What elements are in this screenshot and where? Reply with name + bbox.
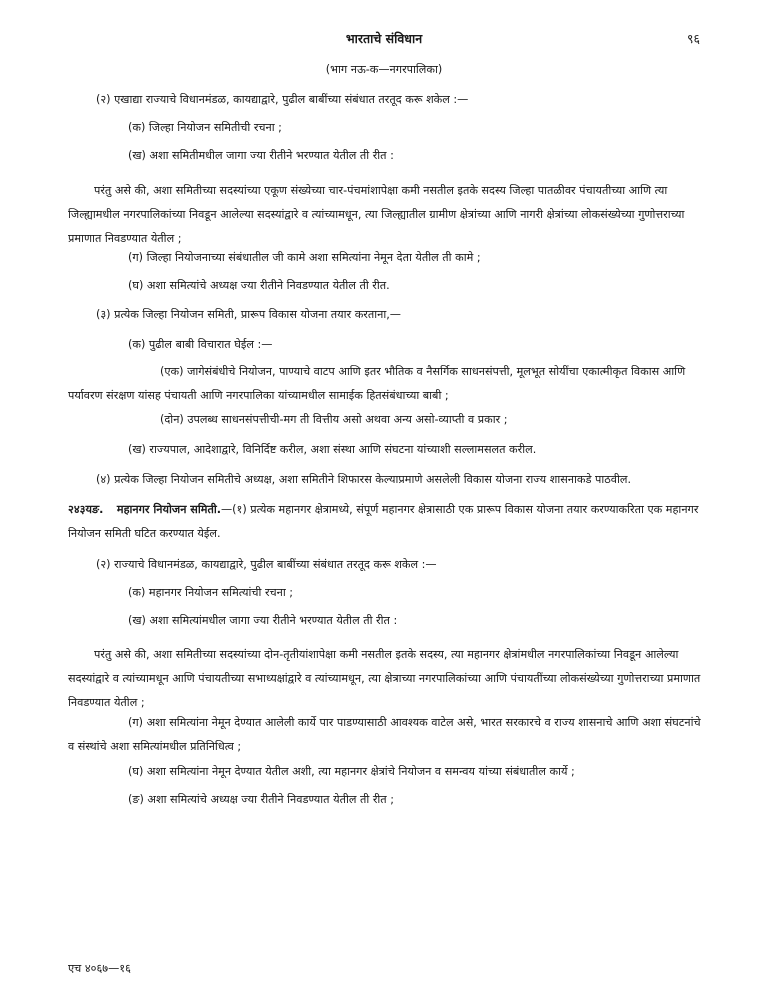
- section-243-clause-1-text: —(१) प्रत्येक महानगर क्षेत्रामध्ये, संपूर्ण महानगर क्षेत्रासाठी एक प्रारूप विकास योजना तयार करण्याकरिता एक महानगर नियोजन समिती घटित करण्यात येईल.: [68, 503, 699, 540]
- section-number: २४३यङ.: [68, 503, 104, 516]
- section-243-item-nga: (ङ) अशा समित्यांचे अध्यक्ष ज्या रीतीने निवडण्यात येतील ती रीत ;: [128, 793, 394, 806]
- page-title: भारताचे संविधान: [345, 31, 423, 46]
- section-243-item-gha: (घ) अशा समित्यांना नेमून देण्यात येतील अशी, त्या महानगर क्षेत्रांचे नियोजन व समन्वय यांच्या संबंधातील कार्ये ;: [128, 765, 575, 778]
- section-243-item-ga: (ग) अशा समित्यांना नेमून देण्यात आलेली कार्ये पार पाडण्यासाठी आवश्यक वाटेल असे, भारत सरकारचे व राज्य शासनाचे आणि अशा संघटनांचे व संस्थांचे अशा समित्यांमधील प्रतिनिधित्व ;: [68, 716, 701, 753]
- section-heading: महानगर नियोजन समिती.: [116, 503, 221, 516]
- clause-2-proviso: परंतु असे की, अशा समितीच्या सदस्यांच्या एकूण संख्येच्या चार-पंचमांशापेक्षा कमी नसतील इतके सदस्य जिल्हा पातळीवर पंचायतीच्या आणि त्या जिल्ह्यामधील नगरपालिकांच्या निवडून आलेल्या सदस्यांद्वारे व त्यांच्यामधून, त्या जिल्ह्यातील ग्रामीण क्षेत्रांच्या आणि नागरी क्षेत्रांच्या लोकसंख्येच्या गुणोत्तराच्या प्रमाणात निवडण्यात येतील ;: [68, 184, 685, 245]
- section-243-item-ka: (क) महानगर नियोजन समित्यांची रचना ;: [128, 586, 294, 599]
- clause-3-subitem-don: (दोन) उपलब्ध साधनसंपत्तीची-मग ती वित्तीय असो अथवा अन्य असो-व्याप्ती व प्रकार ;: [160, 413, 508, 426]
- section-243-clause-2-intro: (२) राज्याचे विधानमंडळ, कायद्याद्वारे, पुढील बाबींच्या संबंधात तरतूद करू शकेल :—: [96, 558, 437, 571]
- clause-3-item-ka: (क) पुढील बाबी विचारात घेईल :—: [128, 338, 273, 351]
- page-number: ९६: [686, 31, 700, 46]
- clause-2-item-ga: (ग) जिल्हा नियोजनाच्या संबंधातील जी कामे अशा समित्यांना नेमून देता येतील ती कामे ;: [128, 251, 481, 264]
- clause-2-item-ka: (क) जिल्हा नियोजन समितीची रचना ;: [128, 121, 282, 134]
- clause-3-subitem-ek: (एक) जागेसंबंधीचे नियोजन, पाण्याचे वाटप आणि इतर भौतिक व नैसर्गिक साधनसंपत्ती, मूलभूत सोयींचा एकात्मीकृत विकास आणि पर्यावरण संरक्षण यांसह पंचायती आणि नगरपालिका यांच्यामधील सामाईक हितसंबंधाच्या बाबी ;: [68, 365, 686, 402]
- clause-2-item-gha: (घ) अशा समित्यांचे अध्यक्ष ज्या रीतीने निवडण्यात येतील ती रीत.: [128, 279, 390, 292]
- clause-3-intro: (३) प्रत्येक जिल्हा नियोजन समिती, प्रारूप विकास योजना तयार करताना,—: [96, 308, 401, 321]
- section-243-clause-1: [68, 498, 708, 546]
- clause-2-item-kha: (ख) अशा समितीमधील जागा ज्या रीतीने भरण्यात येतील ती रीत :: [128, 149, 394, 162]
- section-243-item-kha: (ख) अशा समित्यांमधील जागा ज्या रीतीने भरण्यात येतील ती रीत :: [128, 614, 398, 627]
- section-243-proviso: परंतु असे की, अशा समितीच्या सदस्यांच्या दोन-तृतीयांशापेक्षा कमी नसतील इतके सदस्य, त्या महानगर क्षेत्रांमधील नगरपालिकांच्या निवडून आलेल्या सदस्यांद्वारे व त्यांच्यामधून आणि पंचायतीच्या सभाध्यक्षांद्वारे व त्यांच्यामधून, त्या क्षेत्राच्या नगरपालिकांच्या आणि पंचायतींच्या लोकसंख्येच्या गुणोत्तराच्या प्रमाणात निवडण्यात येतील ;: [68, 648, 701, 709]
- clause-4: (४) प्रत्येक जिल्हा नियोजन समितीचे अध्यक्ष, अशा समितीने शिफारस केल्याप्रमाणे असलेली विकास योजना राज्य शासनाकडे पाठवील.: [96, 473, 632, 486]
- footer-code: एच ४०६७—१६: [68, 962, 131, 975]
- clause-3-item-kha: (ख) राज्यपाल, आदेशाद्वारे, विनिर्दिष्ट करील, अशा संस्था आणि संघटना यांच्याशी सल्लामसलत करील.: [128, 443, 537, 456]
- part-subtitle: (भाग नऊ-क—नगरपालिका): [325, 63, 443, 76]
- clause-2-intro: (२) एखाद्या राज्याचे विधानमंडळ, कायद्याद्वारे, पुढील बाबींच्या संबंधात तरतूद करू शकेल :—: [96, 93, 469, 106]
